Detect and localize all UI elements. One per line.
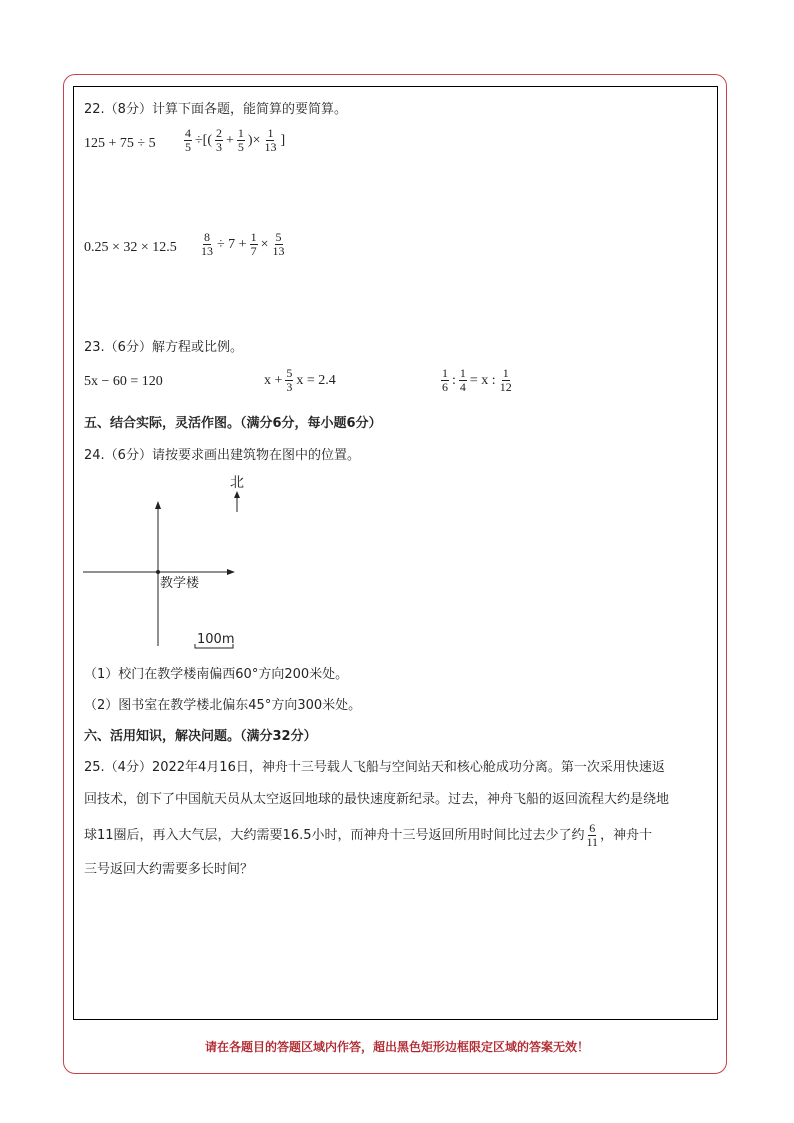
q24-item-2: （2）图书室在教学楼北偏东45°方向300米处。 (84, 698, 362, 713)
fraction: $\frac{2}{3}$ (216, 126, 223, 154)
q22-expr-2: $\frac{4}{5}$ ÷[( $\frac{2}{3}$ + $\frac{1}{5}$ )× $\frac{1}{13}$ ] (185, 126, 286, 154)
q25-line-3-text: 球11圈后，再入大气层，大约需要16.5小时，而神舟十三号返回所用时间比过去少了约 (84, 827, 585, 843)
fraction: $\frac{1}{4}$ (459, 366, 466, 394)
fraction: $\frac{8}{13}$ (201, 230, 213, 258)
q23-expr-1: 5x − 60 = 120 (84, 374, 163, 389)
footer-warning: 请在各题目的答题区域内作答，超出黑色矩形边框限定区域的答案无效！ (204, 1040, 589, 1054)
scale-label: 100m (197, 632, 235, 647)
fraction: $\frac{5}{13}$ (272, 230, 285, 258)
q23-expr-2: x + $\frac{5}{3}$ x = 2.4 (264, 366, 336, 394)
q22-expr-4: $\frac{8}{13}$ ÷ 7 + $\frac{1}{7}$ × $\frac{5}{13}$ (201, 230, 285, 258)
north-label: 北 (230, 475, 244, 491)
q22-expr-1: 125 + 75 ÷ 5 (84, 136, 156, 151)
q24-heading: 24.（6分）请按要求画出建筑物在图中的位置。 (84, 448, 360, 463)
fraction: $\frac{5}{3}$ (286, 366, 293, 394)
fraction: $\frac{1}{13}$ (264, 126, 277, 154)
vertical-axis-arrowhead (155, 501, 161, 509)
section-6-heading: 六、活用知识，解决问题。（满分32分） (84, 729, 317, 744)
q25-line-3 (84, 822, 652, 849)
q25-line-4: 三号返回大约需要多长时间？ (84, 862, 254, 877)
fraction: $\frac{1}{12}$ (499, 366, 512, 394)
q23-expr-3: $\frac{1}{6}$ : $\frac{1}{4}$ = x : $\frac{1}{12}$ (442, 366, 512, 394)
fraction: $\frac{1}{6}$ (442, 366, 448, 394)
section-5-heading: 五、结合实际，灵活作图。（满分6分，每小题6分） (84, 416, 382, 431)
fraction: $\frac{6}{11}$ (586, 821, 599, 849)
horizontal-axis-arrowhead (227, 569, 235, 575)
origin-point (156, 570, 160, 574)
direction-diagram (80, 468, 260, 658)
q24-item-1: （1）校门在教学楼南偏西60°方向200米处。 (84, 667, 349, 682)
q25-line-3-tail: ，神舟十 (600, 827, 653, 843)
q22-expr-3: 0.25 × 32 × 12.5 (84, 240, 177, 255)
q25-line-2: 回技术，创下了中国航天员从太空返回地球的最快速度新纪录。过去，神舟飞船的返回流程大约是绕地 (84, 792, 670, 807)
q25-line-1: 25.（4分）2022年4月16日，神舟十三号载人飞船与空间站天和核心舱成功分离。第一次采用快速返 (84, 760, 665, 775)
q23-heading: 23.（6分）解方程或比例。 (84, 340, 243, 355)
fraction: $\frac{1}{7}$ (250, 230, 257, 258)
fraction: $\frac{4}{5}$ (185, 126, 191, 154)
origin-label: 教学楼 (160, 576, 200, 591)
north-arrowhead (234, 491, 240, 498)
q22-heading: 22.（8分）计算下面各题，能简算的要简算。 (84, 102, 347, 117)
fraction: $\frac{1}{5}$ (237, 126, 244, 154)
